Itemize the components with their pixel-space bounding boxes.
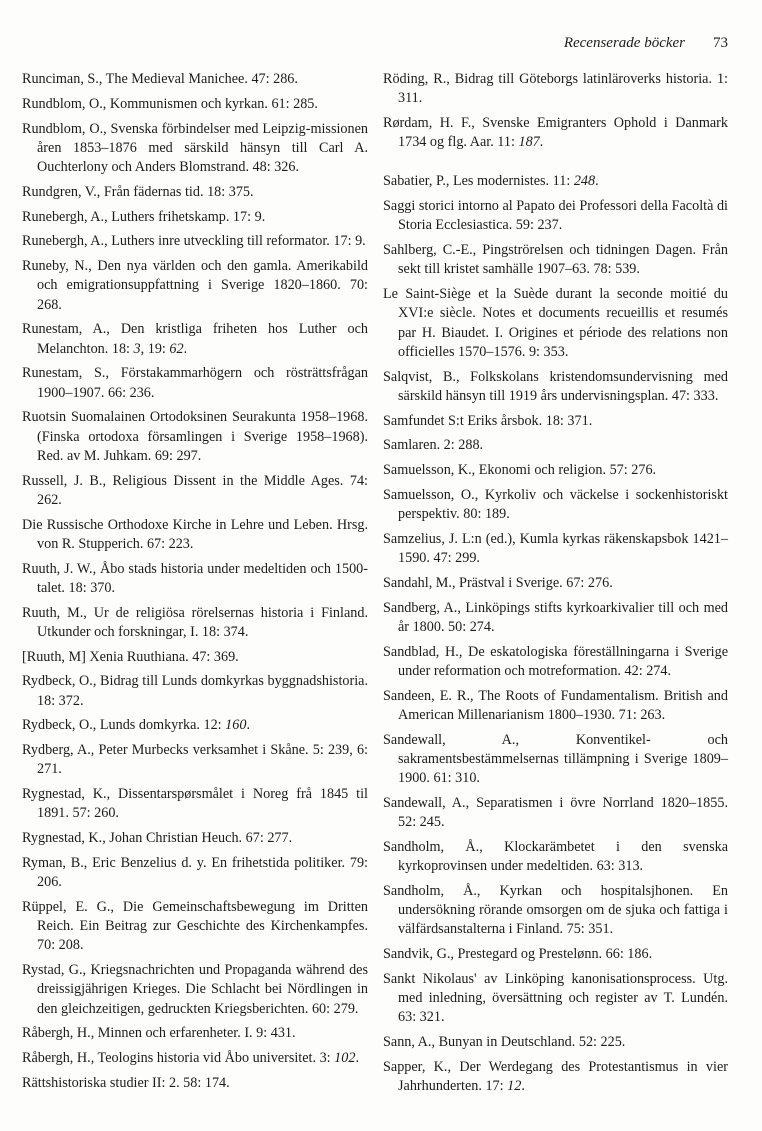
entry-text: Samlaren. 2: 288. xyxy=(383,437,484,454)
entry-text: Sabatier, P., Les modernistes. 11: xyxy=(383,173,574,190)
index-entry xyxy=(22,516,368,554)
entry-text: . xyxy=(595,173,599,190)
entry-text: Rygnestad, K., Johan Christian Heuch. 67: 277. xyxy=(22,830,293,847)
index-entry xyxy=(383,643,728,681)
index-entry xyxy=(22,829,368,848)
italic-page-ref: 102 xyxy=(334,1050,356,1067)
running-header xyxy=(564,34,728,52)
entry-text: [Ruuth, M] Xenia Ruuthiana. 47: 369. xyxy=(22,648,239,665)
entry-text: Sandeen, E. R., The Roots of Fundamentalism. British and American Millenarianism 1800–1930. 71: 263. xyxy=(383,687,728,723)
index-entry xyxy=(22,95,368,114)
index-entry xyxy=(383,945,728,964)
entry-text: Samuelsson, O., Kyrkoliv och väckelse i sockenhistoriskt perspektiv. 80: 189. xyxy=(383,487,728,523)
index-entry xyxy=(383,838,728,876)
index-entry xyxy=(383,285,728,362)
index-entry xyxy=(383,599,728,637)
entry-text: . xyxy=(246,717,250,734)
entry-text: Sandholm, Å., Kyrkan och hospitalsjhonen. En undersökning rörande omsorgen om de sjuka och fattiga i välfärdsanstalterna i Finland. 75: 351. xyxy=(383,883,728,938)
entry-text: Runebergh, A., Luthers frihetskamp. 17: 9. xyxy=(22,208,266,225)
entry-text: Rüppel, E. G., Die Gemeinschaftsbewegung im Dritten Reich. Ein Beitrag zur Geschichte des Kirchenkampfes. 70: 208. xyxy=(22,898,368,954)
entry-text: Rundgren, V., Från fädernas tid. 18: 375. xyxy=(22,183,254,200)
entry-text: Ruotsin Suomalainen Ortodoksinen Seurakunta 1958–1968. (Finska ortodoxa församlingen i Sverige 1958–1968). Red. av M. Juhkam. 69: 297. xyxy=(22,409,368,464)
index-entry xyxy=(22,854,368,892)
entry-text: Ryman, B., Eric Benzelius d. y. En frihetstida politiker. 79: 206. xyxy=(22,854,368,891)
entry-text: Sandewall, A., Separatismen i övre Norrland 1820–1855. 52: 245. xyxy=(383,795,728,831)
entry-text: Sandahl, M., Prästval i Sverige. 67: 276. xyxy=(383,575,613,591)
entry-text: Samzelius, J. L:n (ed.), Kumla kyrkas räkenskapsbok 1421–1590. 47: 299. xyxy=(383,531,728,567)
entry-text: Saggi storici intorno al Papato dei Professori della Facoltà di Storia Ecclesiastica. 59: 237. xyxy=(383,198,728,234)
entry-text: Runciman, S., The Medieval Manichee. 47: 286. xyxy=(22,71,298,87)
entry-text: Rygnestad, K., Dissentarspørsmålet i Noreg frå 1845 til 1891. 57: 260. xyxy=(22,786,368,822)
entry-text: Rydbeck, O., Bidrag till Lunds domkyrkas byggnadshistoria. 18: 372. xyxy=(22,673,368,709)
index-entry xyxy=(22,1074,368,1093)
entry-text: , 19: xyxy=(140,340,170,357)
index-entry xyxy=(383,530,728,568)
index-entry xyxy=(22,716,368,735)
entry-text: Sahlberg, C.-E., Pingströrelsen och tidningen Dagen. Från sekt till kristet samhälle 1907–63. 78: 539. xyxy=(383,242,728,278)
entry-text: Rundblom, O., Kommunismen och kyrkan. 61: 285. xyxy=(22,95,318,112)
entry-text: Rundblom, O., Svenska förbindelser med Leipzig-missionen åren 1853–1876 med särskild hänsyn till Carl A. Ouchterlony och Anders Blomstrand. 48: 326. xyxy=(22,120,368,175)
index-entry xyxy=(22,408,368,466)
index-entry xyxy=(383,172,728,191)
index-entry xyxy=(22,257,368,315)
entry-text: Runestam, A., Den kristliga friheten hos Luther och Melanchton. 18: xyxy=(22,321,368,357)
italic-page-ref: 248 xyxy=(573,173,596,190)
entry-text: Rydberg, A., Peter Murbecks verksamhet i Skåne. 5: 239, 6: 271. xyxy=(22,742,368,778)
index-entry xyxy=(22,898,368,956)
italic-page-ref: 3 xyxy=(133,340,141,357)
index-entry xyxy=(383,368,728,406)
entry-text: Rystad, G., Kriegsnachrichten und Propaganda während des dreissigjährigen Krieges. Die Schlacht bei Nördlingen in den gleichzeitigen, gedruckten Kriegsberichten. 60: 279. xyxy=(22,962,368,1017)
index-entry xyxy=(22,208,368,227)
entry-text: Sandewall, A., Konventikel- och sakramentsbestämmelsernas tillämpning i Sverige 1809–1900. 61: 310. xyxy=(383,731,728,787)
running-title: Recenserade böcker xyxy=(563,35,685,51)
entry-text: Sandblad, H., De eskatologiska föreställningarna i Sverige under reformation och motreformation. 42: 274. xyxy=(383,643,728,679)
italic-page-ref: 12 xyxy=(507,1078,522,1095)
index-entry xyxy=(22,648,368,667)
entry-text: Runebergh, A., Luthers inre utveckling till reformator. 17: 9. xyxy=(22,233,366,250)
index-entry xyxy=(383,1058,728,1096)
entry-text: Russell, J. B., Religious Dissent in the Middle Ages. 74: 262. xyxy=(22,472,368,508)
index-entry xyxy=(22,560,368,598)
entry-text: . xyxy=(183,340,188,357)
index-entry xyxy=(22,1024,368,1043)
entry-text: Sandholm, Å., Klockarämbetet i den svenska kyrkoprovinsen under medeltiden. 63: 313. xyxy=(383,839,728,875)
entry-text: . xyxy=(521,1078,525,1095)
entry-text: Le Saint-Siège et la Suède durant la seconde moitié du XVI:e siècle. Notes et documents recueillis et resumés par H. Biaudet. I. Origines et période des relations non officielles 1570–1576. 9: 353. xyxy=(383,286,728,360)
index-entry xyxy=(383,1033,728,1052)
entry-text: Samuelsson, K., Ekonomi och religion. 57: 276. xyxy=(383,462,657,479)
index-entry xyxy=(383,486,728,524)
entry-text: Sandvik, G., Prestegard og Prestelønn. 66: 186. xyxy=(383,946,653,963)
entry-text: Sann, A., Bunyan in Deutschland. 52: 225. xyxy=(383,1034,626,1051)
index-entry xyxy=(383,461,728,480)
entry-text: Råbergh, H., Minnen och erfarenheter. I. 9: 431. xyxy=(22,1025,296,1042)
index-entry xyxy=(383,731,728,789)
right-column xyxy=(383,70,728,1102)
index-entry xyxy=(22,1049,368,1068)
entry-text: Die Russische Orthodoxe Kirche in Lehre und Leben. Hrsg. von R. Stupperich. 67: 223. xyxy=(22,516,368,552)
index-entry xyxy=(383,70,728,108)
index-entry xyxy=(22,604,368,642)
left-column xyxy=(22,70,368,1099)
index-entry xyxy=(22,472,368,510)
entry-text: Runeby, N., Den nya världen och den gamla. Amerikabild och emigrationsuppfattning i Sverige 1820–1860. 70: 268. xyxy=(22,258,368,313)
index-entry xyxy=(22,741,368,779)
entry-text: Röding, R., Bidrag till Göteborgs latinläroverks historia. 1: 311. xyxy=(383,71,728,107)
italic-page-ref: 160 xyxy=(225,717,247,734)
index-entry xyxy=(383,241,728,279)
index-entry xyxy=(22,672,368,710)
italic-page-ref: 62 xyxy=(169,340,184,357)
index-entry xyxy=(383,794,728,832)
index-entry xyxy=(383,687,728,725)
entry-text: Råbergh, H., Teologins historia vid Åbo universitet. 3: xyxy=(22,1050,335,1067)
index-entry xyxy=(22,120,368,178)
index-entry xyxy=(383,412,728,431)
index-entry xyxy=(383,970,728,1028)
entry-text: Runestam, S., Förstakammarhögern och rösträttsfrågan 1900–1907. 66: 236. xyxy=(22,365,368,401)
index-entry xyxy=(22,183,368,202)
entry-text: Samfundet S:t Eriks årsbok. 18: 371. xyxy=(383,412,593,429)
entry-text: Rättshistoriska studier II: 2. 58: 174. xyxy=(22,1074,230,1091)
index-entry xyxy=(383,574,728,593)
page-number: 73 xyxy=(713,35,728,51)
entry-text: Ruuth, M., Ur de religiösa rörelsernas historia i Finland. Utkunder och forskningar, I. 18: 374. xyxy=(22,604,368,640)
index-entry xyxy=(383,114,728,152)
entry-text: Sankt Nikolaus' av Linköping kanonisationsprocess. Utg. med inledning, översättning och register av T. Lundén. 63: 321. xyxy=(383,971,728,1026)
index-entry xyxy=(22,232,368,251)
entry-text: Sandberg, A., Linköpings stifts kyrkoarkivalier till och med år 1800. 50: 274. xyxy=(383,599,728,635)
index-entry xyxy=(383,882,728,940)
index-entry xyxy=(22,70,368,89)
index-entry xyxy=(383,436,728,455)
entry-text: . xyxy=(355,1050,359,1067)
entry-text: Rørdam, H. F., Svenske Emigranters Ophold i Danmark 1734 og flg. Aar. 11: xyxy=(383,115,728,151)
index-entry xyxy=(22,785,368,823)
italic-page-ref: 187 xyxy=(518,134,540,151)
entry-text: Sapper, K., Der Werdegang des Protestantismus in vier Jahrhunderten. 17: xyxy=(383,1059,728,1095)
entry-text: Rydbeck, O., Lunds domkyrka. 12: xyxy=(22,717,226,734)
index-entry xyxy=(22,320,368,358)
entry-text: Ruuth, J. W., Åbo stads historia under medeltiden och 1500-talet. 18: 370. xyxy=(22,560,368,596)
index-entry xyxy=(22,364,368,402)
entry-text: . xyxy=(539,134,544,151)
entry-text: Salqvist, B., Folkskolans kristendomsundervisning med särskild hänsyn till 1919 års undervisningsplan. 47: 333. xyxy=(383,368,728,404)
index-entry xyxy=(383,197,728,235)
index-entry xyxy=(22,961,368,1019)
